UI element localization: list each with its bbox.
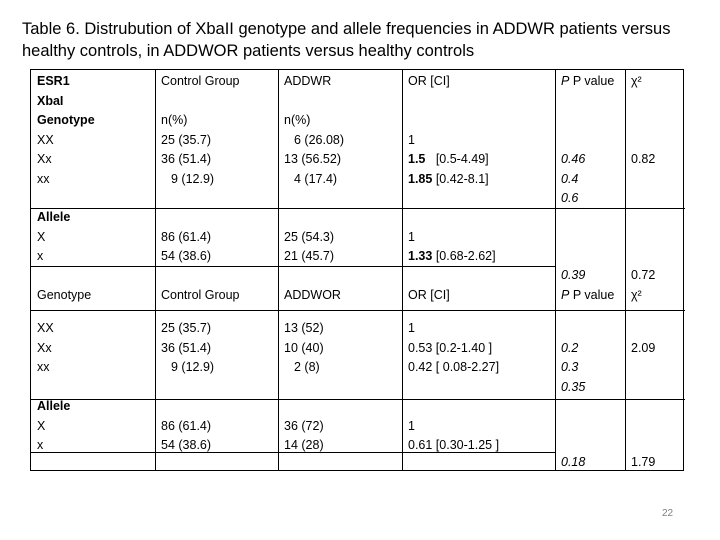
t2-allele-or: 1 0.61 [0.30-1.25 ] xyxy=(408,418,500,452)
t1-control-values: n(%) 25 (35.7) 36 (51.4) 9 (12.9) xyxy=(161,113,215,186)
t2-pvalue-header: P P value xyxy=(561,288,615,302)
col-divider xyxy=(555,70,556,470)
t1-allele-control: 86 (61.4) 54 (38.6) xyxy=(161,229,212,263)
t1-allele-case: 25 (54.3) 21 (45.7) xyxy=(284,229,335,263)
t2-allele-chi: 1.79 xyxy=(631,455,656,469)
t2-genotype-labels: XX Xx xx xyxy=(37,321,54,374)
t2-or-header: OR [CI] xyxy=(408,288,450,302)
t2-allele-control: 86 (61.4) 54 (38.6) xyxy=(161,418,212,452)
row-divider xyxy=(31,208,685,209)
t1-or-header: OR [CI] xyxy=(408,74,450,88)
t2-chi-genotype: 2.09 xyxy=(631,340,656,355)
t2-case-values: 13 (52) 10 (40) 2 (8) xyxy=(284,321,324,374)
t2-allele-pvalue: 0.18 xyxy=(561,455,586,469)
t1-pvalue-header: P P value xyxy=(561,74,615,88)
t1-chi-genotype: 0.82 xyxy=(631,152,656,166)
col-divider xyxy=(402,70,403,470)
t1-allele-labels: X x xyxy=(37,229,46,263)
col-divider xyxy=(155,70,156,470)
t2-pvalues: 0.2 0.3 0.35 xyxy=(561,340,586,394)
t2-case-header: ADDWOR xyxy=(284,288,341,302)
row-divider xyxy=(31,310,685,311)
t1-allele-or: 1 1.33 [0.68-2.62] xyxy=(408,229,496,263)
t2-or-values: 1 0.53 [0.2-1.40 ] 0.42 [ 0.08-2.27] xyxy=(408,321,500,374)
t1-allele-heading: Allele xyxy=(37,210,71,224)
t1-allele-chi: 0.72 xyxy=(631,268,656,282)
page-number: 22 xyxy=(662,508,674,519)
t2-allele-labels: X x xyxy=(37,418,46,452)
t1-control-header: Control Group xyxy=(161,74,240,88)
frequency-table xyxy=(30,69,684,471)
t1-genotype-labels: XX Xx xx xyxy=(37,132,54,186)
col-divider xyxy=(278,70,279,470)
t2-allele-heading: Allele xyxy=(37,399,71,413)
t2-control-header: Control Group xyxy=(161,288,240,302)
t1-header-marker: ESR1 XbaI Genotype xyxy=(37,74,95,127)
t1-allele-pvalue: 0.39 xyxy=(561,268,586,282)
row-divider xyxy=(31,399,685,400)
t2-control-values: 25 (35.7) 36 (51.4) 9 (12.9) xyxy=(161,321,215,374)
t1-case-header: ADDWR xyxy=(284,74,332,88)
t1-pvalues: 0.46 0.4 0.6 xyxy=(561,152,586,205)
t1-case-values: n(%) 6 (26.08) 13 (56.52) 4 (17.4) xyxy=(284,113,345,186)
col-divider xyxy=(625,70,626,470)
t2-chi-header: χ² xyxy=(631,288,642,302)
t1-or-values: 1 1.5 [0.5-4.49] 1.85 [0.42-8.1] xyxy=(408,132,489,186)
t1-chi-header: χ² xyxy=(631,74,642,88)
table-title: Table 6. Distrubution of XbaII genotype and allele frequencies in ADDWR patients versus healthy controls, in ADDWOR patients versus healthy controls xyxy=(22,20,671,60)
t2-allele-case: 36 (72) 14 (28) xyxy=(284,418,324,452)
t2-genotype-header: Genotype xyxy=(37,288,92,302)
